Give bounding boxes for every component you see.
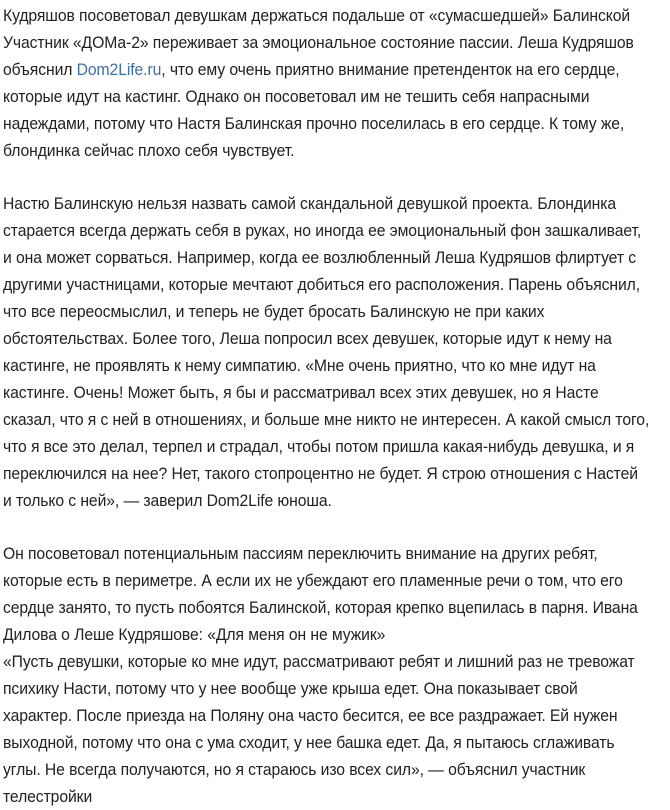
article bbox=[3, 2, 651, 810]
dom2life-link[interactable]: Dom2Life.ru bbox=[76, 60, 162, 79]
paragraph-spacer bbox=[3, 514, 651, 540]
article-title: Кудряшов посоветовал девушкам держаться подальше от «сумасшедшей» Балинской bbox=[3, 6, 631, 25]
article-lead bbox=[3, 29, 651, 164]
lead-text-before-link: Участник «ДОМа-2» переживает за эмоциональное состояние пассии. Леша Кудряшов объяснил bbox=[3, 33, 634, 79]
lead-text-after-link: , что ему очень приятно внимание претенденток на его сердце, которые идут на кастинг. Однако он посоветовал им не тешить себя напрасными надеждами, потому что Настя Балинская прочно поселилась в его сердце. К тому же, блондинка сейчас плохо себя чувствует. bbox=[3, 60, 625, 160]
article-paragraph-2: Настю Балинскую нельзя назвать самой скандальной девушкой проекта. Блондинка старается всегда держать себя в руках, но иногда ее эмоциональный фон зашкаливает, и она может сорваться. Например, когда ее возлюбленный Леша Кудряшов флиртует с другими участницами, которые мечтают добиться его расположения. Парень объяснил, что все переосмыслил, и теперь не будет бросать Балинскую не при каких обстоятельствах. Более того, Леша попросил всех девушек, которые идут к нему на кастинге, не проявлять к нему симпатию. «Мне очень приятно, что ко мне идут на кастинге. Очень! Может быть, я бы и рассматривал всех этих девушек, но я Насте сказал, что я с ней в отношениях, и больше мне никто не интересен. А какой смысл того, что я все это делал, терпел и страдал, чтобы потом пришла какая-нибудь девушка, и я переключился на нее? Нет, такого стопроцентно не будет. Я строю отношения с Настей и только с ней», — заверил Dom2Life юноша. bbox=[3, 194, 650, 510]
article-paragraph-4: «Пусть девушки, которые ко мне идут, рассматривают ребят и лишний раз не тревожат психику Насти, потому что у нее вообще уже крыша едет. Она показывает свой характер. После приезда на Поляну она часто бесится, ее все раздражает. Ей нужен выходной, потому что она с ума сходит, у нее башка едет. Да, я пытаюсь сглаживать углы. Не всегда получаются, но я стараюсь изо всех сил», — объяснил участник телестройки bbox=[3, 652, 635, 806]
article-paragraph-3: Он посоветовал потенциальным пассиям переключить внимание на других ребят, которые есть в периметре. А если их не убеждают его пламенные речи о том, что его сердце занято, то пусть побоятся Балинской, которая крепко вцепилась в парня. Ивана Дилова о Леше Кудряшове: «Для меня он не мужик» bbox=[3, 544, 638, 644]
paragraph-spacer bbox=[3, 164, 651, 190]
